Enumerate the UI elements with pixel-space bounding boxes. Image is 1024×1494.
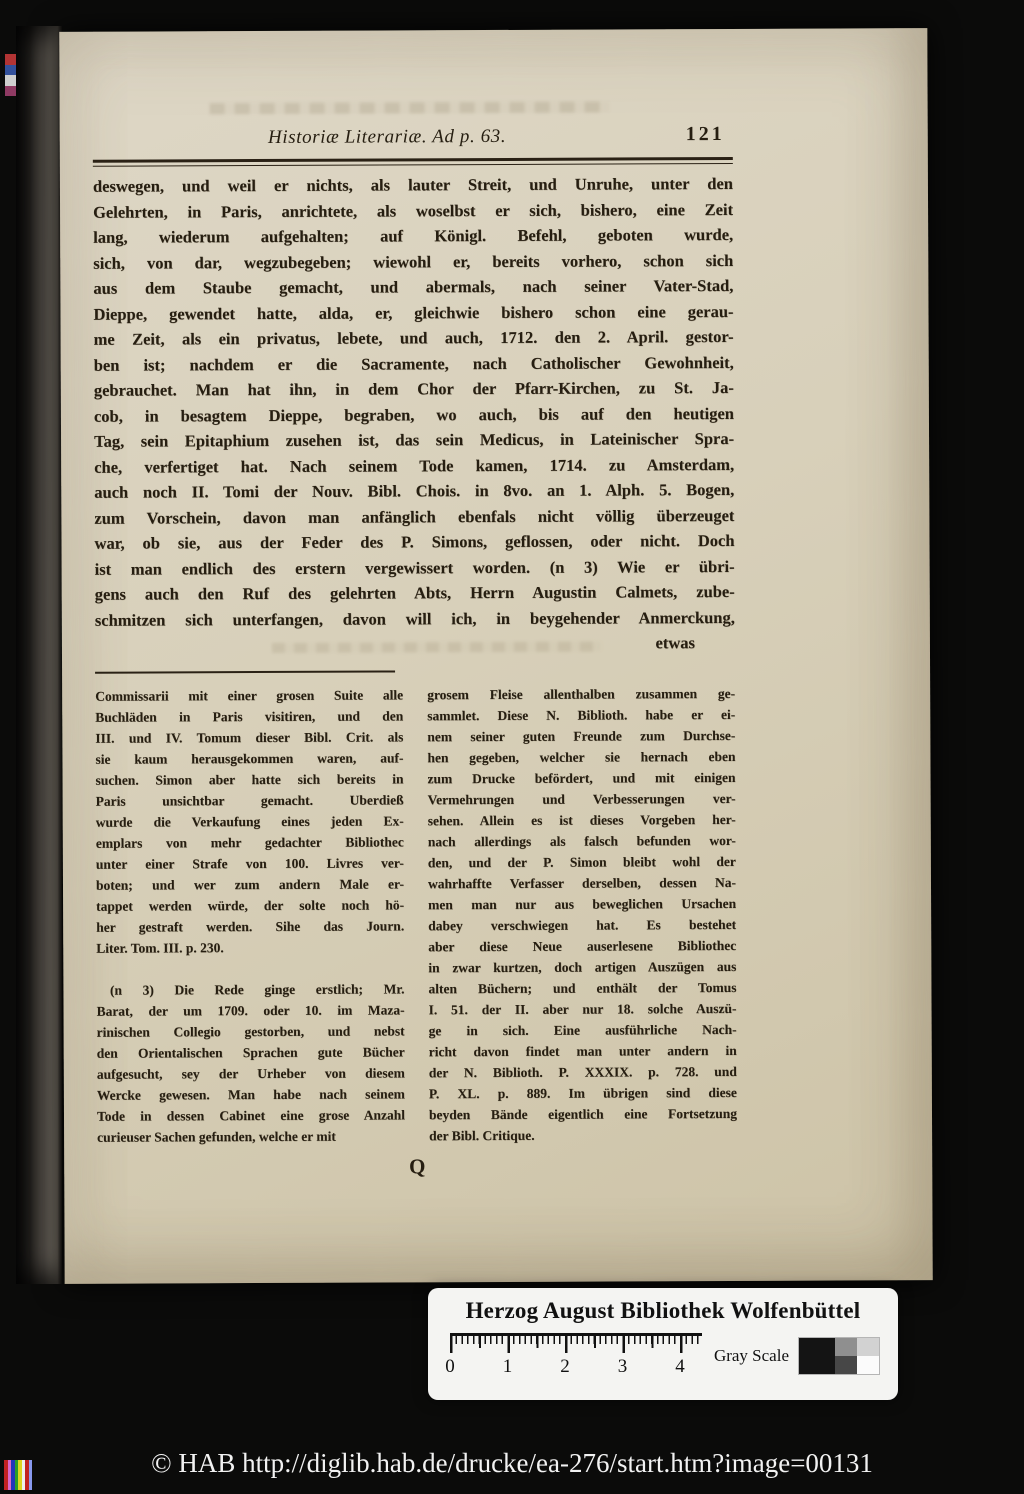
footnote-line: dabey verschwiegen hat. Es bestehet [428,916,737,934]
page-number: 121 [685,122,725,146]
text-line: Tag, sein Epitaphium zusehen ist, das sein Medicus, in Lateinischer Spra- [94,428,735,451]
footnote-line: ge in sich. Eine ausführliche Nach- [428,1021,737,1039]
footnote-line: emplars von mehr gedachter Bibliothec [95,834,404,851]
footnote-line: Buchläden in Paris visitiren, und den [95,708,404,725]
footnote-line: Commissarii mit einer grosen Suite alle [95,687,404,704]
text-line: me Zeit, als ein privatus, lebete, und auch, 1712. den 2. April. gestor- [93,326,734,349]
footnote-line: beyden Bände eigentlich eine Fortsetzung [428,1105,738,1123]
gray-scale-patch [799,1338,835,1374]
running-title: Historiæ Literariæ. Ad p. 63. [267,125,507,148]
gray-scale-patch [857,1356,879,1374]
footnote-line: boten; und wer zum andern Male er- [95,876,405,893]
text-line: zum Vorschein, davon man anfänglich ebenfals nicht völlig überzeuget [94,505,735,528]
footnote-line: der Bibl. Critique. [429,1127,535,1144]
ruler-numbers [444,1356,686,1378]
footnote-line: P. XL. p. 889. Im übrigen sind diese [428,1084,737,1102]
footnote-line [96,957,404,979]
text-line: ist man endlich des erstern vergewissert worden. (n 3) Wie er übri- [94,556,735,579]
text-line: Dieppe, gewendet hatte, alda, er, gleichwie bishero schon eine gerau- [93,301,734,324]
bleed-through-smudge [210,101,610,114]
footnote-line: Vermehrungen und Verbesserungen ver- [427,790,736,808]
ruler-number: 0 [445,1356,455,1377]
gray-scale [714,1337,880,1375]
image-caption: © HAB http://diglib.hab.de/drucke/ea-276/start.htm?image=00131 [151,1448,873,1478]
ruler-ticks [450,1333,702,1353]
main-text [93,171,735,658]
footnote-line: hen gegeben, welcher sie hernach eben [427,748,736,766]
gray-scale-patch [857,1338,879,1356]
footnote-line: nach allerdings als falsch befunden wor- [427,832,736,850]
library-name: Herzog August Bibliothek Wolfenbüttel [465,1298,861,1323]
footnote-left-column [95,684,405,1147]
footnote-line: Tode in dessen Cabinet eine grose Anzahl [96,1107,406,1124]
text-line: gebrauchet. Man hat ihn, in dem Chor der Pfarr-Kirchen, zu St. Ja- [93,377,734,400]
footnote-line: in zwar kurtzen, doch artigen Auszügen aus [428,958,737,976]
footnote-line: den Orientalischen Sprachen gute Bücher [96,1044,405,1061]
footnotes [95,683,737,1148]
calibration-segment [5,65,16,76]
text-line: sich, von dar, wegzubegeben; wiewohl er, bereits vorhero, schon sich [93,250,734,273]
text-line: schmitzen sich unterfangen, davon will ich, in beygehender Anmerckung, [94,607,735,630]
footnote-line: Barat, der um 1709. oder 10. im Maza- [96,1002,405,1019]
text-line: auch noch II. Tomi der Nouv. Bibl. Chois. in 8vo. an 1. Alph. 5. Bogen, [94,479,735,502]
text-line: aus dem Staube gemacht, und abermals, nach seiner Vater-Stad, [93,275,734,298]
footnote-line: her gestraft werden. Sihe das Journ. [96,918,405,935]
calibration-segment [5,75,16,86]
gray-scale-patch-column [857,1338,879,1374]
book-page-scan [59,28,932,1284]
footnote-line: (n 3) Die Rede ginge erstlich; Mr. [96,981,405,998]
footnote-line: sie kaum herausgekommen waren, auf- [95,750,404,767]
footnote-line: der N. Biblioth. P. XXXIX. p. 728. und [428,1063,737,1081]
gray-scale-patch-column [835,1338,857,1374]
footnote-line: sehen. Allein es ist dieses Vorgeben her- [427,811,736,829]
footnote-line: wahrhaffte Verfasser derselben, dessen Na- [427,874,737,892]
footnote-line: Wercke gewesen. Man habe nach seinem [96,1086,405,1103]
footnote-line: den, und der P. Simon bleibt wohl der [427,853,736,871]
footnote-line: unter einer Strafe von 100. Livres ver- [95,855,404,872]
footnote-line: Paris unsichtbar gemacht. Uberdieß [95,792,404,809]
footnote-line: aber diese Neue auserlesene Bibliothec [428,937,737,955]
footnote-line: zum Drucke befördert, und mit einigen [427,769,736,787]
gray-scale-patch [835,1356,857,1374]
footnote-line: wurde die Verkaufung eines jeden Ex- [95,813,404,830]
footnote-line: curieuser Sachen gefunden, welche er mit [97,1128,336,1145]
color-calibration-strip-top [5,54,16,96]
ruler-number: 4 [675,1356,685,1377]
footnote-line: tappet werden würde, der solte noch hö- [96,897,405,914]
gray-scale-patch [835,1338,857,1356]
ruler [445,1333,702,1378]
footnote-right-column [427,683,737,1146]
gray-scale-label: Gray Scale [713,1346,789,1365]
calibration-segment [5,54,16,65]
footnote-separator [95,670,395,673]
book-page-edges [16,26,62,1284]
scale-card [428,1288,898,1400]
calibration-segment [5,86,16,97]
text-line: etwas [655,633,695,653]
scale-row [446,1333,880,1378]
footnote-line: richt davon findet man unter andern in [428,1042,737,1060]
footnote-line: Liter. Tom. III. p. 230. [96,940,224,956]
text-line: gens auch den Ruf des gelehrten Abts, Herrn Augustin Calmets, zube- [94,581,735,604]
text-line: Gelehrten, in Paris, anrichtete, als woselbst er sich, bishero, eine Zeit [93,199,734,222]
ruler-number: 3 [617,1356,628,1377]
ruler-number: 2 [560,1356,570,1377]
header-rule [93,157,733,167]
footnote-line: nem seiner guten Freunde zum Durchse- [427,727,736,745]
text-line: ben ist; nachdem er die Sacramente, nach Catholischer Gewohnheit, [93,352,734,375]
ruler-number: 1 [502,1356,513,1377]
footnote-line: alten Büchern; und enthält der Tomus [428,979,737,997]
text-line: cob, in besagtem Dieppe, begraben, wo auch, bis auf den heutigen [93,403,734,426]
footnote-line: men man nur aus beweglichen Ursachen [428,895,737,913]
footnote-line: III. und IV. Tomum dieser Bibl. Crit. als [95,729,404,746]
footnote-line: grosem Fleise allenthalben zusammen ge- [427,685,736,703]
text-line: deswegen, und weil er nichts, als lauter Streit, und Unruhe, unter den [92,173,733,196]
text-line: lang, wiederum aufgehalten; auf Königl. Befehl, geboten wurde, [93,224,734,247]
footnote-line: aufgesucht, sey der Urheber von diesem [96,1065,405,1082]
footnote-line: suchen. Simon aber hatte sich bereits in [95,771,404,788]
gray-scale-patches [798,1337,880,1375]
footnote-line: rinischen Collegio gestorben, und nebst [96,1023,405,1040]
text-line: che, verfertiget hat. Nach seinem Tode kamen, 1714. zu Amsterdam, [94,454,735,477]
page-header [93,122,733,154]
footnote-line: sammlet. Diese N. Biblioth. habe er ei- [427,706,736,724]
signature-mark: Q [409,1154,426,1179]
footnote-line: I. 51. der II. aber nur 18. solche Auszü- [428,1000,737,1018]
text-line: war, ob sie, aus der Feder des P. Simons, geflossen, oder nicht. Doch [94,530,735,553]
